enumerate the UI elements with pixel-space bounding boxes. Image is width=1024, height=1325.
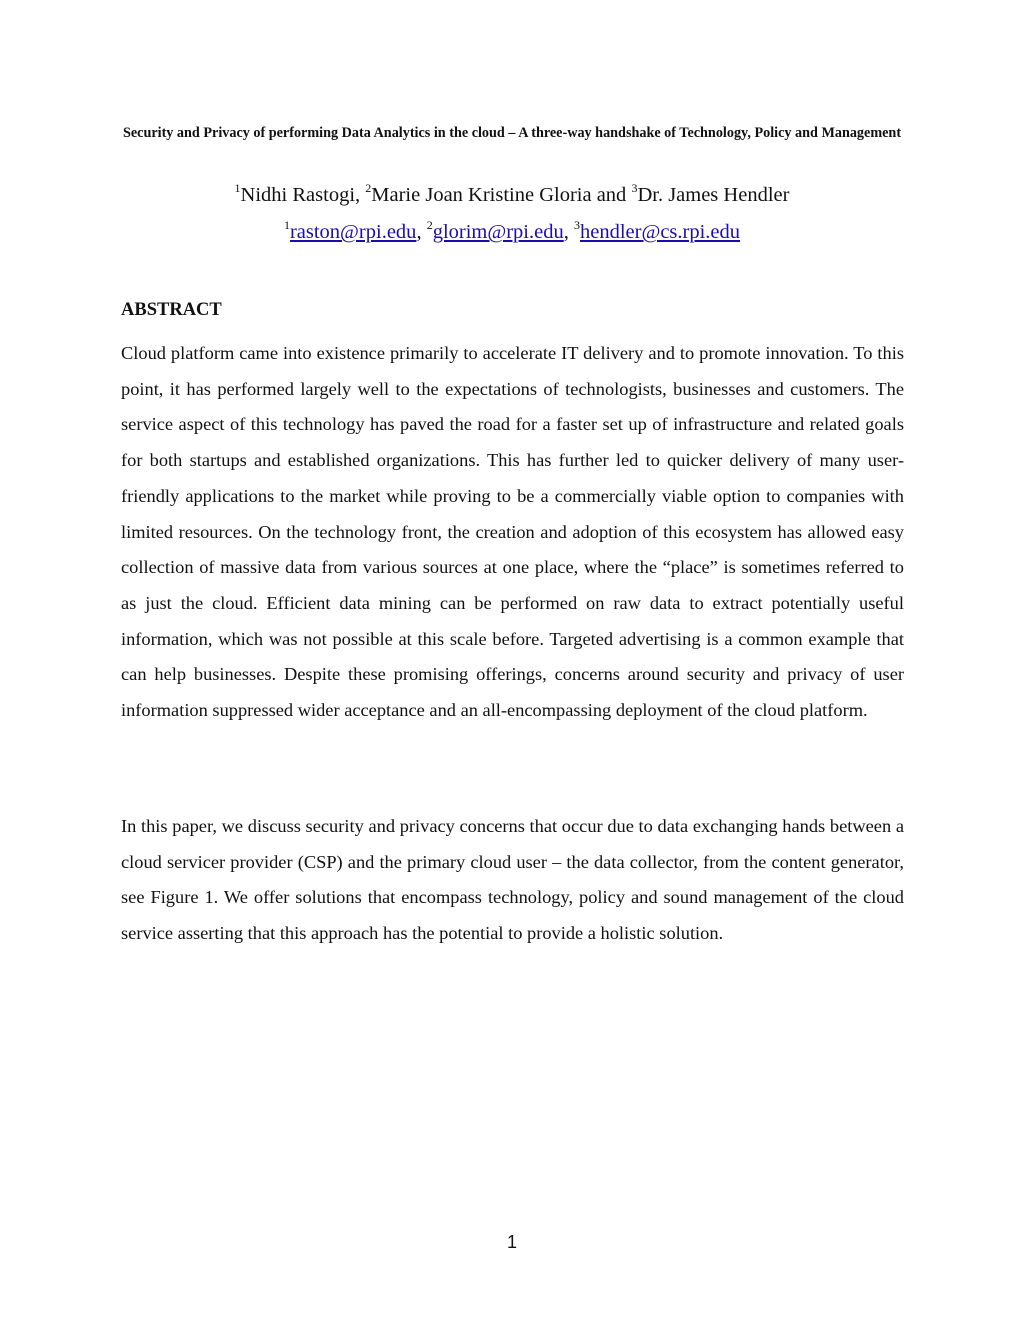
- author-2-affiliation: 2: [365, 181, 372, 195]
- email-3-affiliation: 3: [573, 218, 580, 232]
- abstract-heading: ABSTRACT: [121, 300, 222, 320]
- author-1-name: Nidhi Rastogi,: [240, 184, 366, 206]
- author-3-name: Dr. James Hendler: [637, 184, 790, 206]
- abstract-paragraph-1: Cloud platform came into existence primarily to accelerate IT delivery and to promote innovation. To this point, it has performed largely well to the expectations of technologists, businesses and customers. The service aspect of this technology has paved the road for a faster set up of infrastructure and related goals for both startups and established organizations. This has further led to quicker delivery of many user-friendly applications to the market while proving to be a commercially viable option to companies with limited resources. On the technology front, the creation and adoption of this ecosystem has allowed easy collection of massive data from various sources at one place, where the “place” is sometimes referred to as just the cloud. Efficient data mining can be performed on raw data to extract potentially useful information, which was not possible at this scale before. Targeted advertising is a common example that can help businesses. Despite these promising offerings, concerns around security and privacy of user information suppressed wider acceptance and an all-encompassing deployment of the cloud platform.: [121, 343, 904, 721]
- page-number: 1: [506, 1232, 517, 1252]
- email-list: [110, 218, 914, 246]
- email-2-link[interactable]: glorim@rpi.edu: [432, 221, 564, 243]
- author-1-affiliation: 1: [234, 181, 241, 195]
- email-2-separator: ,: [563, 221, 574, 243]
- email-3-link[interactable]: hendler@cs.rpi.edu: [579, 221, 741, 243]
- paper-title: Security and Privacy of performing Data Analytics in the cloud – A three-way handshake of Technology, Policy and Management: [122, 125, 902, 141]
- email-2-affiliation: 2: [426, 218, 433, 232]
- email-1-affiliation: 1: [283, 218, 290, 232]
- abstract-paragraph-2: In this paper, we discuss security and privacy concerns that occur due to data exchanging hands between a cloud servicer provider (CSP) and the primary cloud user – the data collector, from the content generator, see Figure 1. We offer solutions that encompass technology, policy and sound management of the cloud service asserting that this approach has the potential to provide a holistic solution.: [121, 816, 904, 944]
- author-3-affiliation: 3: [631, 181, 638, 195]
- email-1-separator: ,: [416, 221, 427, 243]
- email-1-link[interactable]: raston@rpi.edu: [289, 221, 417, 243]
- author-2-name: Marie Joan Kristine Gloria and: [371, 184, 632, 206]
- author-list: [110, 181, 914, 209]
